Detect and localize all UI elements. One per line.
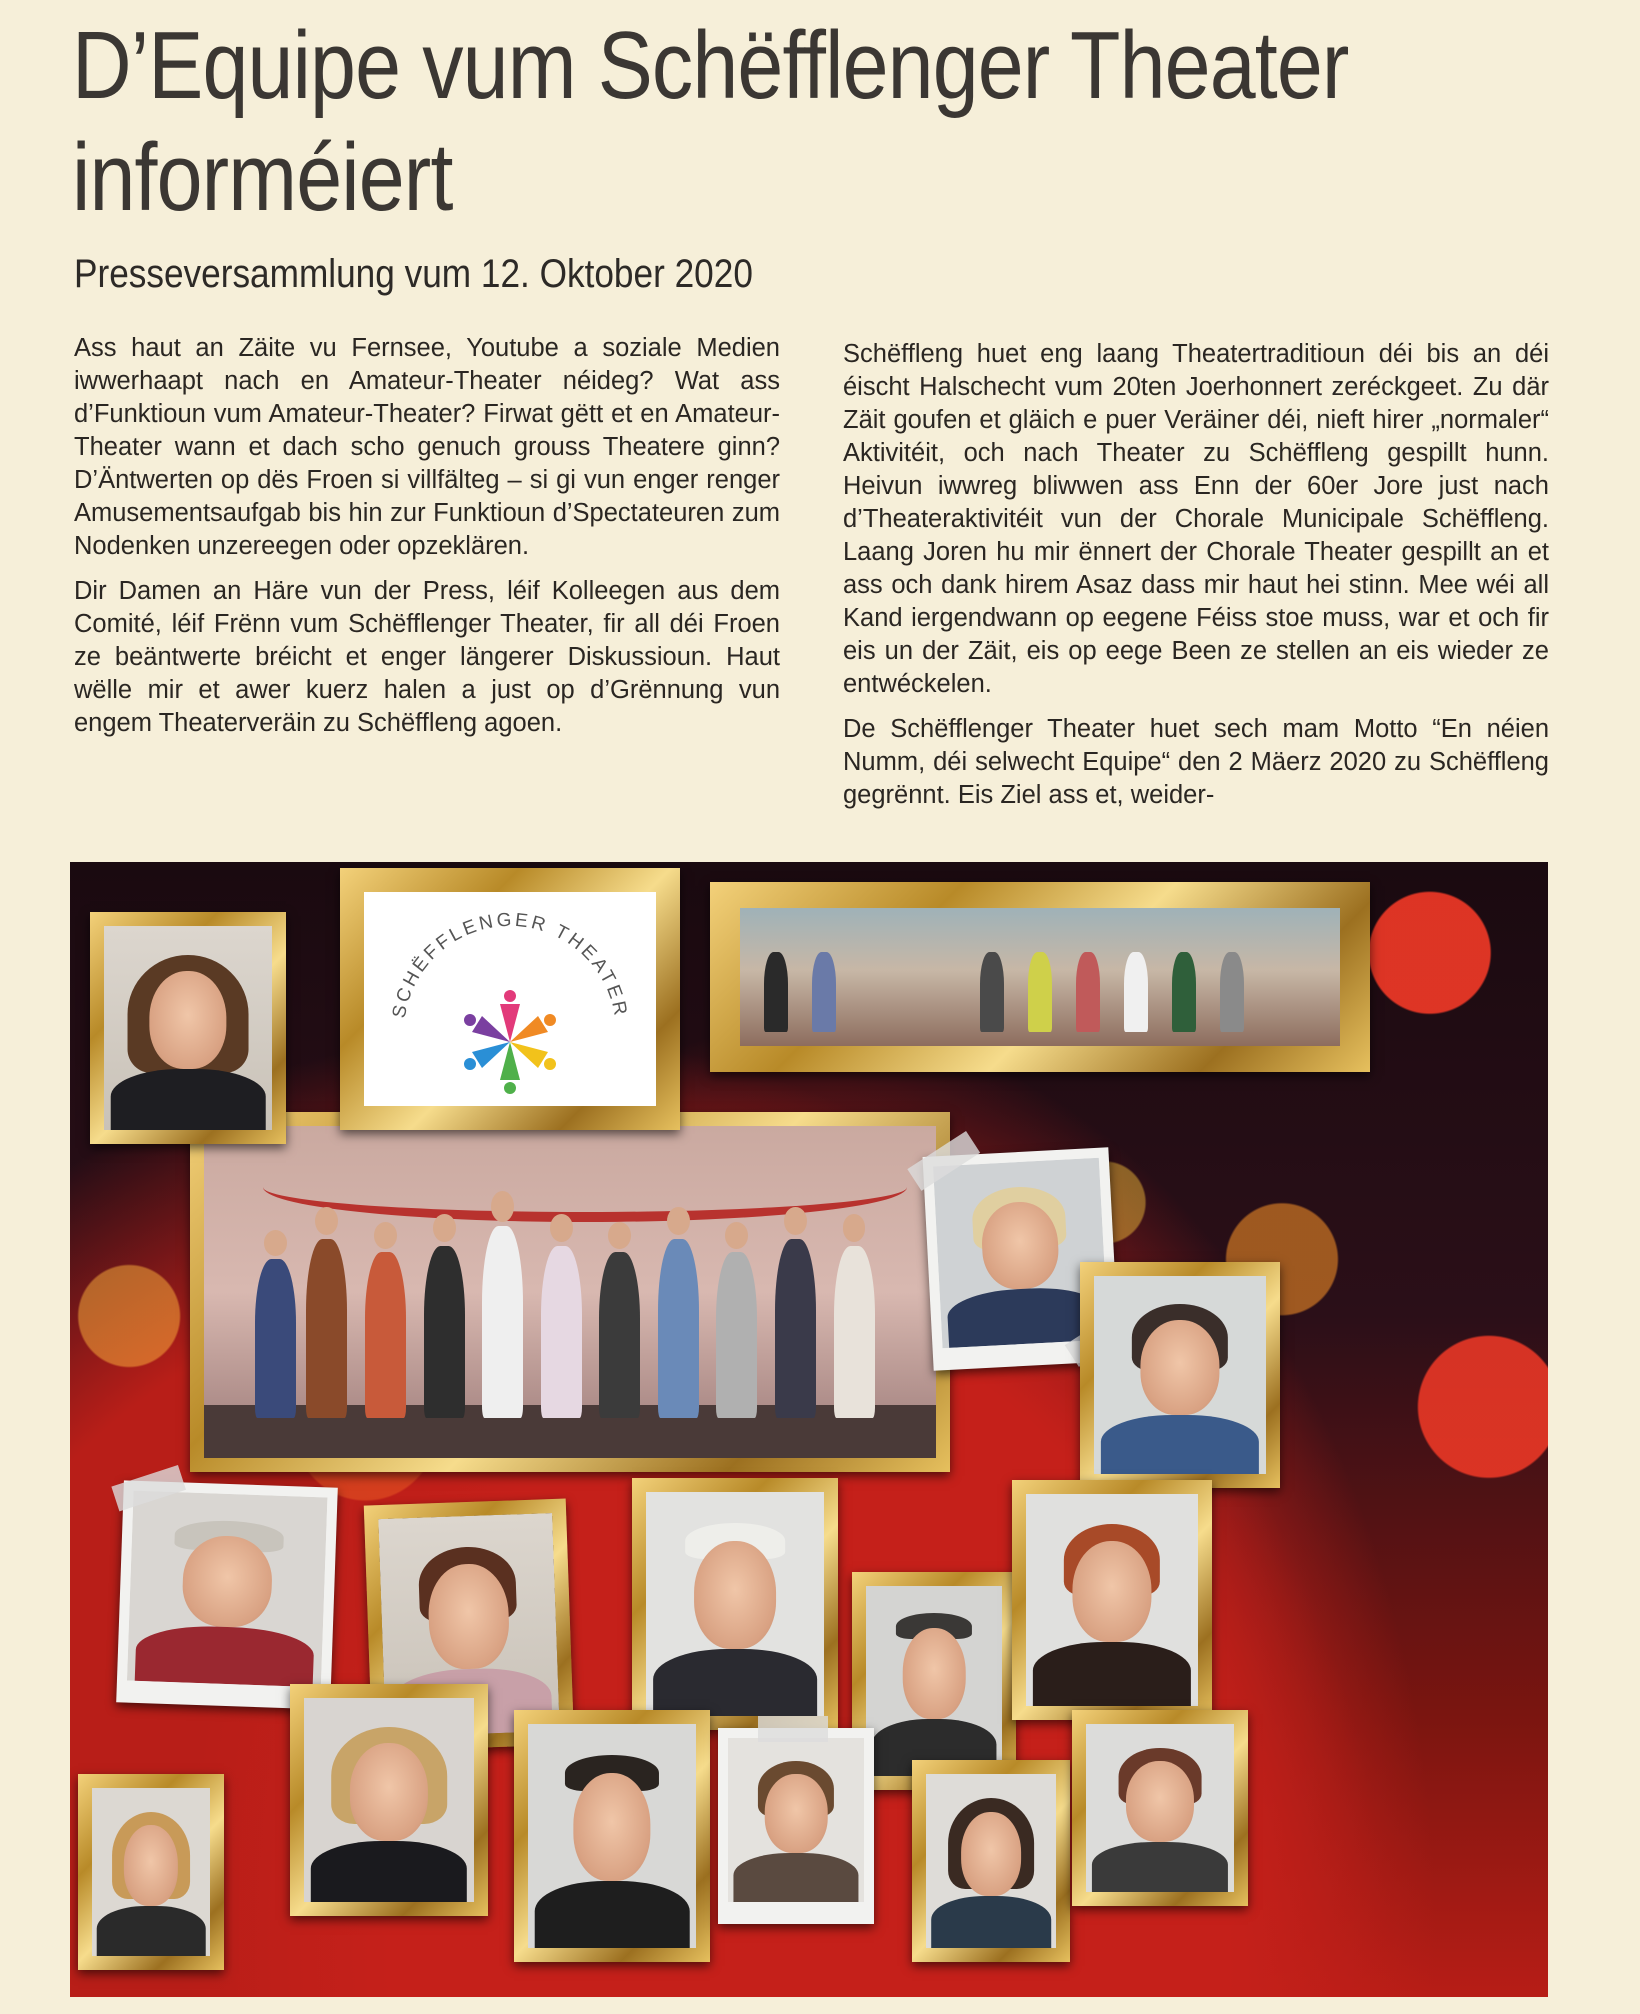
paragraph: Ass haut an Zäite vu Fernsee, Youtube a soziale Medien iwwerhaapt nach en Amateur-Theater néideg? Wat ass d’Funktioun vum Amateur-Theater? Firwat gëtt et en Amateur-Theater wann et dach scho genuch grouss Theatere ginn? D’Äntwerten op dës Froen si villfälteg – si gi vun enger renger Amusementsaufgab bis hin zur Funktioun d’Spectateuren zum Nodenken unzereegen oder opzeklären.	[74, 334, 780, 560]
portrait-frame	[912, 1760, 1070, 1962]
paragraph: Dir Damen an Häre vun der Press, léif Kolleegen aus dem Comité, léif Frënn vum Schëfflenger Theater, fir all déi Froen ze beäntwerte bréicht et enger längerer Diskussioun. Haut wëlle mir et awer kuerz halen a just op d’Grënnung vun engem Theaterveräin zu Schëffleng agoen.	[74, 577, 780, 737]
team-photo-collage	[70, 862, 1548, 1997]
logo-text: SCHËFFLENGER THEATER	[388, 909, 632, 1020]
portrait-photo	[304, 1698, 474, 1902]
schefflenger-theater-logo	[364, 892, 656, 1106]
portrait-photo	[1026, 1494, 1198, 1706]
stage-photo	[204, 1126, 936, 1458]
portrait-frame	[1012, 1480, 1212, 1720]
right-text-column	[843, 338, 1549, 824]
portrait-frame	[78, 1774, 224, 1970]
star-figures-icon	[464, 990, 556, 1094]
portrait-photo	[127, 1491, 328, 1688]
paragraph: De Schëfflenger Theater huet sech mam Motto “En néien Numm, déi selwecht Equipe“ den 2 Mäerz 2020 zu Schëffleng gegrënnt. Eis Ziel ass et, weider-	[843, 715, 1549, 809]
svg-text:SCHËFFLENGER THEATER	[389, 910, 631, 1020]
article-subtitle: Presseversammlung vum 12. Oktober 2020	[74, 252, 753, 296]
portrait-frame	[90, 912, 286, 1144]
article-title: D’Equipe vum Schëfflenger Theater informéiert	[72, 12, 1349, 231]
portrait-frame	[1080, 1262, 1280, 1488]
portrait-frame	[852, 1572, 1016, 1790]
portrait-photo	[1086, 1724, 1234, 1892]
stage-photo-frame	[190, 1112, 950, 1472]
portrait-polaroid	[116, 1480, 338, 1709]
portrait-frame	[290, 1684, 488, 1916]
portrait-polaroid	[718, 1728, 874, 1924]
left-text-column	[74, 332, 780, 752]
logo-frame	[340, 868, 680, 1130]
portrait-photo	[926, 1774, 1056, 1948]
paragraph: Schëffleng huet eng laang Theatertraditioun déi bis an déi éischt Halschecht vum 20ten Joerhonnert zeréckgeet. Zu där Zäit goufen et gläich e puer Veräiner déi, nieft hirer „normaler“ Aktivitéit, och nach Theater zu Schëffleng gespillt hunn. Heivun iwwreg bliwwen ass Enn der 60er Jore just nach d’Theateraktivitéit vun der Chorale Municipale Schëffleng. Laang Joren hu mir ënnert der Chorale Theater gespillt an et ass och dank hirem Asaz dass mir haut hei stinn. Mee wéi all Kand iergendwann op eegene Féiss stoe muss, war et och fir eis un der Zäit, eis op eege Been ze stellen an eis wieder ze entwéckelen.	[843, 340, 1549, 698]
portrait-frame	[632, 1478, 838, 1730]
portrait-frame	[1072, 1710, 1248, 1906]
portrait-photo	[1094, 1276, 1266, 1474]
portrait-photo	[104, 926, 272, 1130]
portrait-photo	[646, 1492, 824, 1716]
portrait-photo	[92, 1788, 210, 1956]
portrait-frame	[514, 1710, 710, 1962]
scene-photo-frame	[710, 882, 1370, 1072]
portrait-photo	[728, 1738, 864, 1902]
portrait-photo	[866, 1586, 1002, 1776]
scene-photo	[740, 908, 1340, 1046]
portrait-photo	[528, 1724, 696, 1948]
